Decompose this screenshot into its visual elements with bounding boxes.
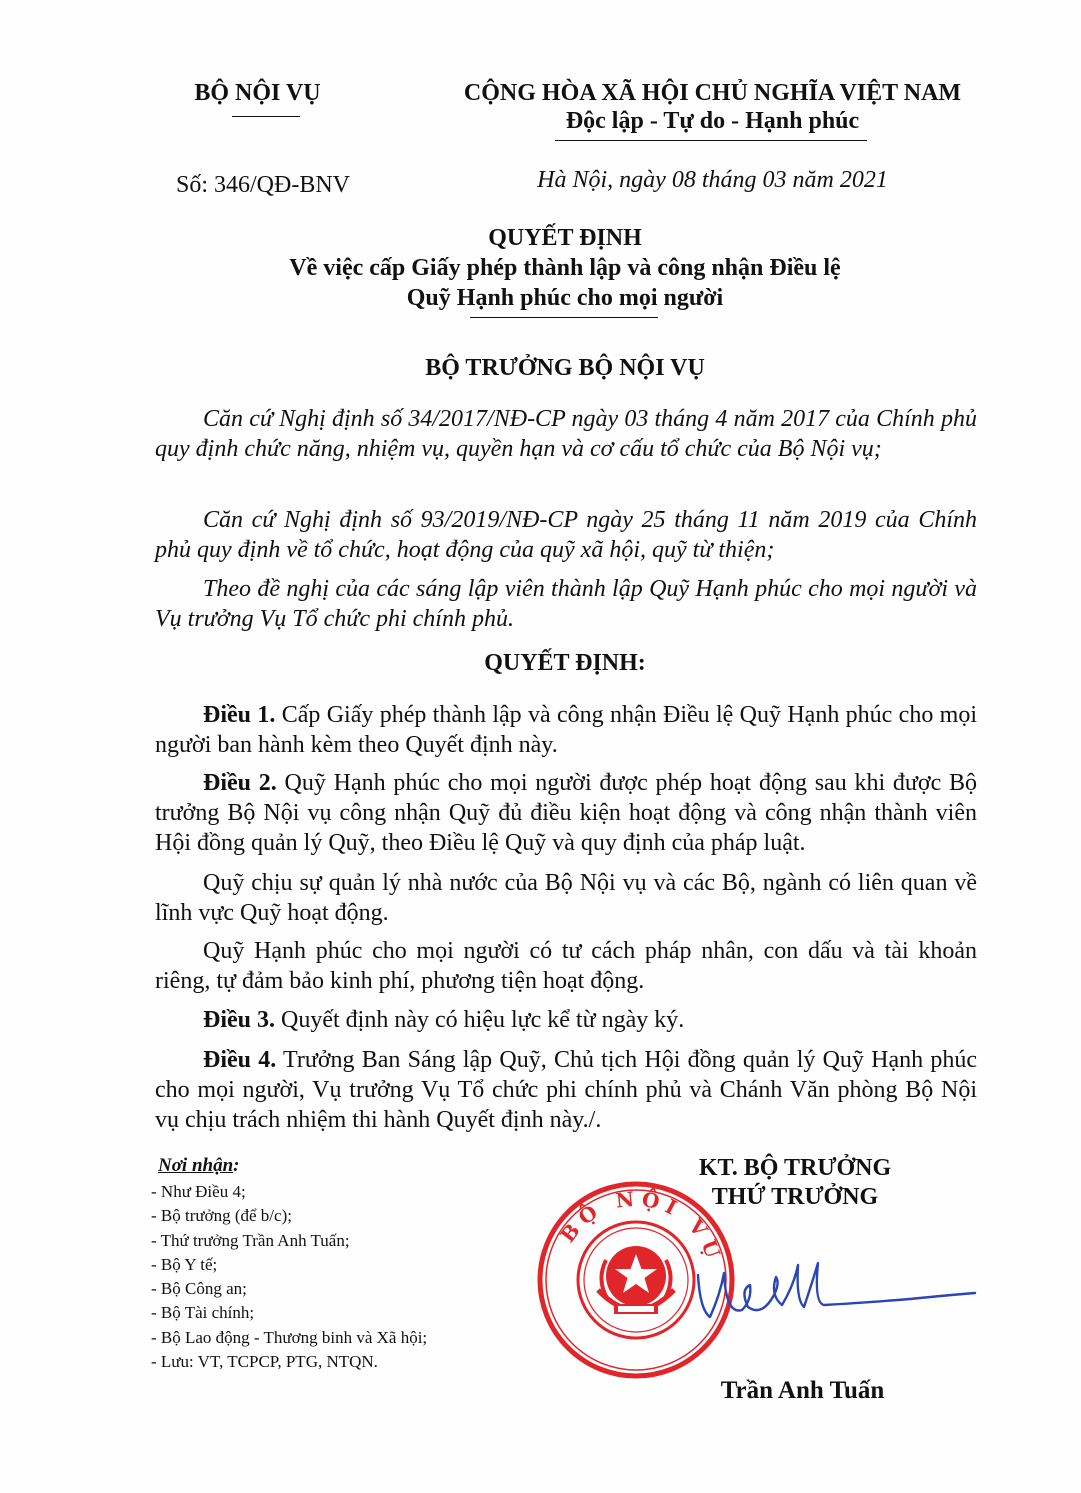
article-2 — [155, 768, 977, 858]
article-1 — [155, 700, 977, 760]
signer-capacity-1: KT. BỘ TRƯỞNG — [698, 1155, 892, 1181]
article-1-text: Cấp Giấy phép thành lập và công nhận Điều lệ Quỹ Hạnh phúc cho mọi người ban hành kèm theo Quyết định này. — [155, 702, 977, 758]
recipient-item: - Bộ Công an; — [151, 1279, 247, 1299]
subject-line-2: Quỹ Hạnh phúc cho mọi người — [406, 285, 724, 311]
article-2-label: Điều 2. — [203, 770, 277, 796]
preamble-1: Căn cứ Nghị định số 34/2017/NĐ-CP ngày 03 tháng 4 năm 2017 của Chính phủ quy định chức năng, nhiệm vụ, quyền hạn và cơ cấu tổ chức của Bộ Nội vụ; — [155, 406, 977, 462]
issuing-authority: BỘ TRƯỞNG BỘ NỘI VỤ — [425, 355, 705, 381]
article-4-text: Trưởng Ban Sáng lập Quỹ, Chủ tịch Hội đồng quản lý Quỹ Hạnh phúc cho mọi người, Vụ trưởng Vụ Tổ chức phi chính phủ và Chánh Văn phòng Bộ Nội vụ chịu trách nhiệm thi hành Quyết định này./. — [155, 1047, 978, 1133]
recipient-item: - Như Điều 4; — [151, 1182, 246, 1201]
signer-capacity-2: THỨ TRƯỞNG — [711, 1184, 879, 1210]
recipient-item: - Bộ Y tế; — [151, 1254, 218, 1274]
article-4-label: Điều 4. — [203, 1047, 277, 1073]
subject-line-1: Về việc cấp Giấy phép thành lập và công nhận Điều lệ — [289, 255, 841, 281]
agency-underline — [232, 116, 300, 117]
signer-name: Trần Anh Tuấn — [720, 1377, 885, 1404]
article-3-label: Điều 3. — [203, 1007, 275, 1033]
article-3-text: Quyết định này có hiệu lực kể từ ngày ký. — [275, 1007, 685, 1033]
article-2-paragraph-3: Quỹ Hạnh phúc cho mọi người có tư cách pháp nhân, con dấu và tài khoản riêng, tự đảm bảo kinh phí, phương tiện hoạt động. — [155, 938, 977, 994]
recipient-item: - Bộ trưởng (để b/c); — [151, 1206, 292, 1226]
title-underline — [470, 317, 658, 318]
document-type-title: QUYẾT ĐỊNH — [488, 225, 642, 251]
recipients-list — [151, 1180, 427, 1374]
article-3 — [155, 1005, 977, 1035]
seal-text: BỘ NỘI VỤ — [555, 1186, 728, 1267]
preamble-2: Căn cứ Nghị định số 93/2019/NĐ-CP ngày 25 tháng 11 năm 2019 của Chính phủ quy định về tổ chức, hoạt động của quỹ xã hội, quỹ từ thiện; — [155, 507, 977, 563]
place-and-date: Hà Nội, ngày 08 tháng 03 năm 2021 — [537, 167, 888, 193]
recipient-item: - Bộ Lao động - Thương binh và Xã hội; — [151, 1327, 428, 1347]
preamble-3: Theo đề nghị của các sáng lập viên thành lập Quỹ Hạnh phúc cho mọi người và Vụ trưởng Vụ Tổ chức phi chính phủ. — [155, 576, 977, 632]
recipients-heading: Nơi nhận: — [158, 1155, 240, 1176]
decision-heading: QUYẾT ĐỊNH: — [484, 650, 646, 676]
article-2-paragraph-2: Quỹ chịu sự quản lý nhà nước của Bộ Nội vụ và các Bộ, ngành có liên quan về lĩnh vực Quỹ hoạt động. — [155, 870, 977, 926]
article-4 — [155, 1045, 977, 1135]
handwritten-signature — [690, 1255, 980, 1345]
document-number: Số: 346/QĐ-BNV — [176, 172, 351, 198]
national-motto: Độc lập - Tự do - Hạnh phúc — [565, 108, 860, 134]
recipient-item: - Thứ trưởng Trần Anh Tuấn; — [151, 1230, 350, 1250]
national-title: CỘNG HÒA XÃ HỘI CHỦ NGHĨA VIỆT NAM — [463, 80, 962, 106]
issuing-agency: BỘ NỘI VỤ — [194, 80, 321, 106]
recipient-item: - Bộ Tài chính; — [151, 1303, 255, 1323]
article-1-label: Điều 1. — [203, 702, 276, 728]
article-2-text: Quỹ Hạnh phúc cho mọi người được phép hoạt động sau khi được Bộ trưởng Bộ Nội vụ công nhận Quỹ đủ điều kiện hoạt động và công nhận thành viên Hội đồng quản lý Quỹ, theo Điều lệ Quỹ và quy định của pháp luật. — [155, 770, 978, 856]
motto-underline — [555, 140, 867, 141]
recipient-item: - Lưu: VT, TCPCP, PTG, NTQN. — [151, 1352, 378, 1372]
